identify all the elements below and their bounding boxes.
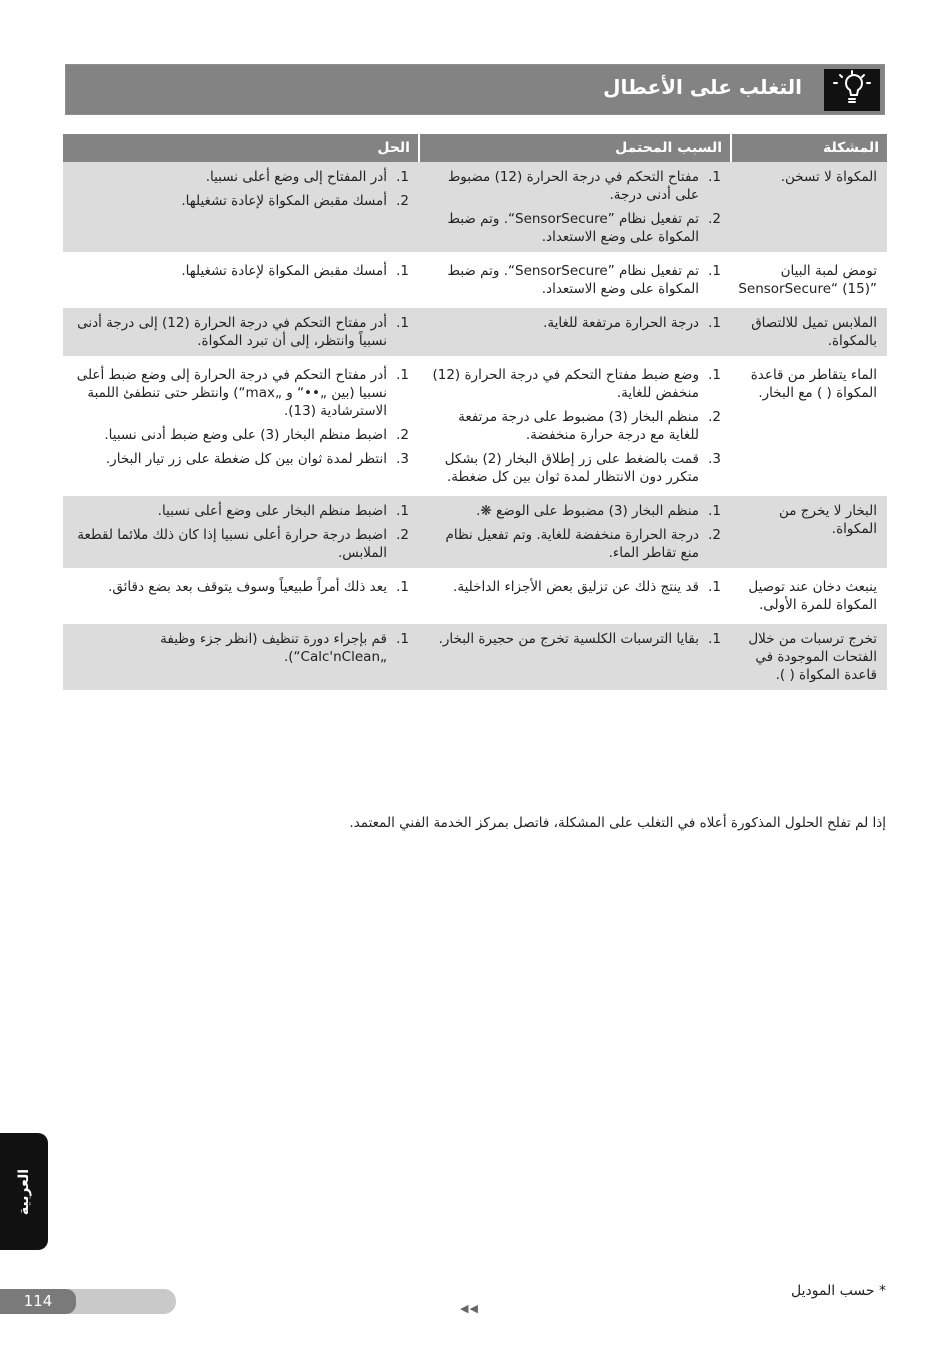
item-text: أدر المفتاح إلى وضع أعلى نسبيا. bbox=[205, 169, 387, 185]
list-item bbox=[69, 630, 409, 666]
list-item bbox=[425, 262, 721, 298]
section-header bbox=[65, 64, 885, 115]
cause-list bbox=[425, 630, 721, 648]
item-text: درجة الحرارة منخفضة للغاية. وتم تفعيل نظام منع تقاطر الماء. bbox=[445, 527, 699, 561]
item-number: 3. bbox=[708, 451, 721, 467]
solution-cell bbox=[63, 306, 419, 358]
item-number: 2. bbox=[708, 527, 721, 543]
list-item bbox=[425, 630, 721, 648]
table-row bbox=[63, 570, 887, 622]
cause-list bbox=[425, 262, 721, 298]
troubleshooting-table bbox=[63, 134, 887, 690]
language-tab[interactable] bbox=[0, 1133, 48, 1250]
cause-list bbox=[425, 314, 721, 332]
list-item bbox=[425, 526, 721, 562]
problem-cell: تومض لمبة البيان ”SensorSecure“ (15) bbox=[731, 254, 887, 306]
item-number: 1. bbox=[708, 263, 721, 279]
item-number: 2. bbox=[396, 427, 409, 443]
service-note: إذا لم تفلح الحلول المذكورة أعلاه في التغلب على المشكلة، فاتصل بمركز الخدمة الفني المعتمد. bbox=[349, 815, 886, 831]
list-item bbox=[69, 314, 409, 350]
table-row bbox=[63, 494, 887, 570]
list-item bbox=[69, 450, 409, 468]
problem-cell: المكواة لا تسخن. bbox=[731, 162, 887, 254]
item-number: 2. bbox=[396, 527, 409, 543]
list-item bbox=[69, 192, 409, 210]
item-number: 1. bbox=[396, 503, 409, 519]
solution-cell bbox=[63, 494, 419, 570]
item-text: اضبط منظم البخار على وضع أعلى نسبيا. bbox=[157, 503, 387, 519]
item-number: 1. bbox=[708, 367, 721, 383]
cause-cell bbox=[419, 306, 731, 358]
cause-list bbox=[425, 578, 721, 596]
lightbulb-icon bbox=[824, 69, 880, 111]
list-item bbox=[425, 502, 721, 520]
item-number: 1. bbox=[708, 503, 721, 519]
table-row bbox=[63, 254, 887, 306]
item-text: انتظر لمدة ثوان بين كل ضغطة على زر تيار البخار. bbox=[105, 451, 387, 467]
item-text: أدر مفتاح التحكم في درجة الحرارة إلى وضع ضبط أعلى نسبيا (بين „••“ و „max“) وانتظر حتى تنطفئ اللمبة الاسترشادية (13). bbox=[76, 367, 387, 419]
table-row bbox=[63, 358, 887, 494]
solution-list bbox=[69, 314, 409, 350]
column-header-solution: الحل bbox=[63, 134, 419, 162]
item-text: منظم البخار (3) مضبوط على الوضع ❋. bbox=[476, 503, 699, 519]
cause-cell bbox=[419, 622, 731, 690]
solution-cell bbox=[63, 358, 419, 494]
list-item bbox=[425, 366, 721, 402]
item-number: 1. bbox=[396, 579, 409, 595]
item-text: منظم البخار (3) مضبوط على درجة مرتفعة للغاية مع درجة حرارة منخفضة. bbox=[458, 409, 699, 443]
solution-list bbox=[69, 168, 409, 210]
item-text: اضبط منظم البخار (3) على وضع ضبط أدنى نسبيا. bbox=[104, 427, 387, 443]
item-text: اضبط درجة حرارة أعلى نسبيا إذا كان ذلك ملائما لقطعة الملابس. bbox=[77, 527, 387, 561]
language-tab-label: العربية bbox=[16, 1168, 32, 1215]
solution-list bbox=[69, 578, 409, 596]
item-text: أمسك مقبض المكواة لإعادة تشغيلها. bbox=[181, 193, 387, 209]
table-row bbox=[63, 306, 887, 358]
item-number: 1. bbox=[396, 169, 409, 185]
item-text: بقايا الترسبات الكلسية تخرج من حجيرة البخار. bbox=[438, 631, 699, 647]
list-item bbox=[425, 450, 721, 486]
solution-list bbox=[69, 262, 409, 280]
solution-list bbox=[69, 502, 409, 562]
problem-cell: تخرج ترسبات من خلال الفتحات الموجودة في قاعدة المكواة ( ). bbox=[731, 622, 887, 690]
item-number: 2. bbox=[708, 211, 721, 227]
cause-cell bbox=[419, 254, 731, 306]
solution-cell bbox=[63, 162, 419, 254]
list-item bbox=[69, 168, 409, 186]
cause-list bbox=[425, 168, 721, 246]
item-number: 1. bbox=[396, 315, 409, 331]
cause-cell bbox=[419, 570, 731, 622]
problem-cell: ينبعث دخان عند توصيل المكواة للمرة الأولى. bbox=[731, 570, 887, 622]
list-item bbox=[425, 314, 721, 332]
list-item bbox=[69, 366, 409, 420]
cause-list bbox=[425, 502, 721, 562]
footnote: * حسب الموديل bbox=[790, 1283, 886, 1299]
page-title: التغلب على الأعطال bbox=[603, 75, 802, 99]
cause-list bbox=[425, 366, 721, 486]
solution-cell bbox=[63, 622, 419, 690]
item-text: يعد ذلك أمراً طبيعياً وسوف يتوقف بعد بضع دقائق. bbox=[108, 579, 387, 595]
list-item bbox=[69, 262, 409, 280]
nav-arrows-icon[interactable]: ◀◀ bbox=[460, 1302, 479, 1315]
problem-cell: البخار لا يخرج من المكواة. bbox=[731, 494, 887, 570]
item-number: 1. bbox=[708, 315, 721, 331]
item-number: 1. bbox=[708, 169, 721, 185]
list-item bbox=[425, 168, 721, 204]
item-number: 2. bbox=[396, 193, 409, 209]
solution-list bbox=[69, 630, 409, 666]
problem-cell: الملابس تميل للالتصاق بالمكواة. bbox=[731, 306, 887, 358]
list-item bbox=[69, 526, 409, 562]
item-text: تم تفعيل نظام ”SensorSecure“. وتم ضبط المكواة على وضع الاستعداد. bbox=[447, 211, 699, 245]
item-number: 1. bbox=[708, 579, 721, 595]
list-item bbox=[69, 502, 409, 520]
solution-cell bbox=[63, 254, 419, 306]
cause-cell bbox=[419, 162, 731, 254]
item-number: 2. bbox=[708, 409, 721, 425]
item-text: أمسك مقبض المكواة لإعادة تشغيلها. bbox=[181, 263, 387, 279]
item-text: مفتاح التحكم في درجة الحرارة (12) مضبوط على أدنى درجة. bbox=[447, 169, 699, 203]
item-number: 1. bbox=[396, 367, 409, 383]
page-number: 114 bbox=[0, 1289, 76, 1314]
column-header-problem: المشكلة bbox=[731, 134, 887, 162]
item-text: قم بإجراء دورة تنظيف (انظر جزء وظيفة „Calc'nClean“). bbox=[160, 631, 387, 665]
item-text: قمت بالضغط على زر إطلاق البخار (2) بشكل متكرر دون الانتظار لمدة ثوان بين كل ضغطة. bbox=[444, 451, 699, 485]
cause-cell bbox=[419, 494, 731, 570]
item-number: 1. bbox=[396, 631, 409, 647]
solution-list bbox=[69, 366, 409, 468]
item-text: قد ينتج ذلك عن تزليق بعض الأجزاء الداخلية. bbox=[453, 579, 699, 595]
item-number: 3. bbox=[396, 451, 409, 467]
item-text: تم تفعيل نظام ”SensorSecure“. وتم ضبط المكواة على وضع الاستعداد. bbox=[447, 263, 699, 297]
column-header-cause: السبب المحتمل bbox=[419, 134, 731, 162]
item-text: وضع ضبط مفتاح التحكم في درجة الحرارة (12) منخفض للغاية. bbox=[432, 367, 699, 401]
table-row bbox=[63, 622, 887, 690]
table-header-row bbox=[63, 134, 887, 162]
item-number: 1. bbox=[708, 631, 721, 647]
problem-cell: الماء يتقاطر من قاعدة المكواة ( ) مع البخار. bbox=[731, 358, 887, 494]
solution-cell bbox=[63, 570, 419, 622]
item-text: أدر مفتاح التحكم في درجة الحرارة (12) إلى درجة أدنى نسبياً وانتظر، إلى أن تبرد المكواة. bbox=[77, 315, 387, 349]
cause-cell bbox=[419, 358, 731, 494]
list-item bbox=[425, 210, 721, 246]
list-item bbox=[69, 426, 409, 444]
item-text: درجة الحرارة مرتفعة للغاية. bbox=[543, 315, 699, 331]
table-row bbox=[63, 162, 887, 254]
item-number: 1. bbox=[396, 263, 409, 279]
list-item bbox=[69, 578, 409, 596]
list-item bbox=[425, 578, 721, 596]
list-item bbox=[425, 408, 721, 444]
